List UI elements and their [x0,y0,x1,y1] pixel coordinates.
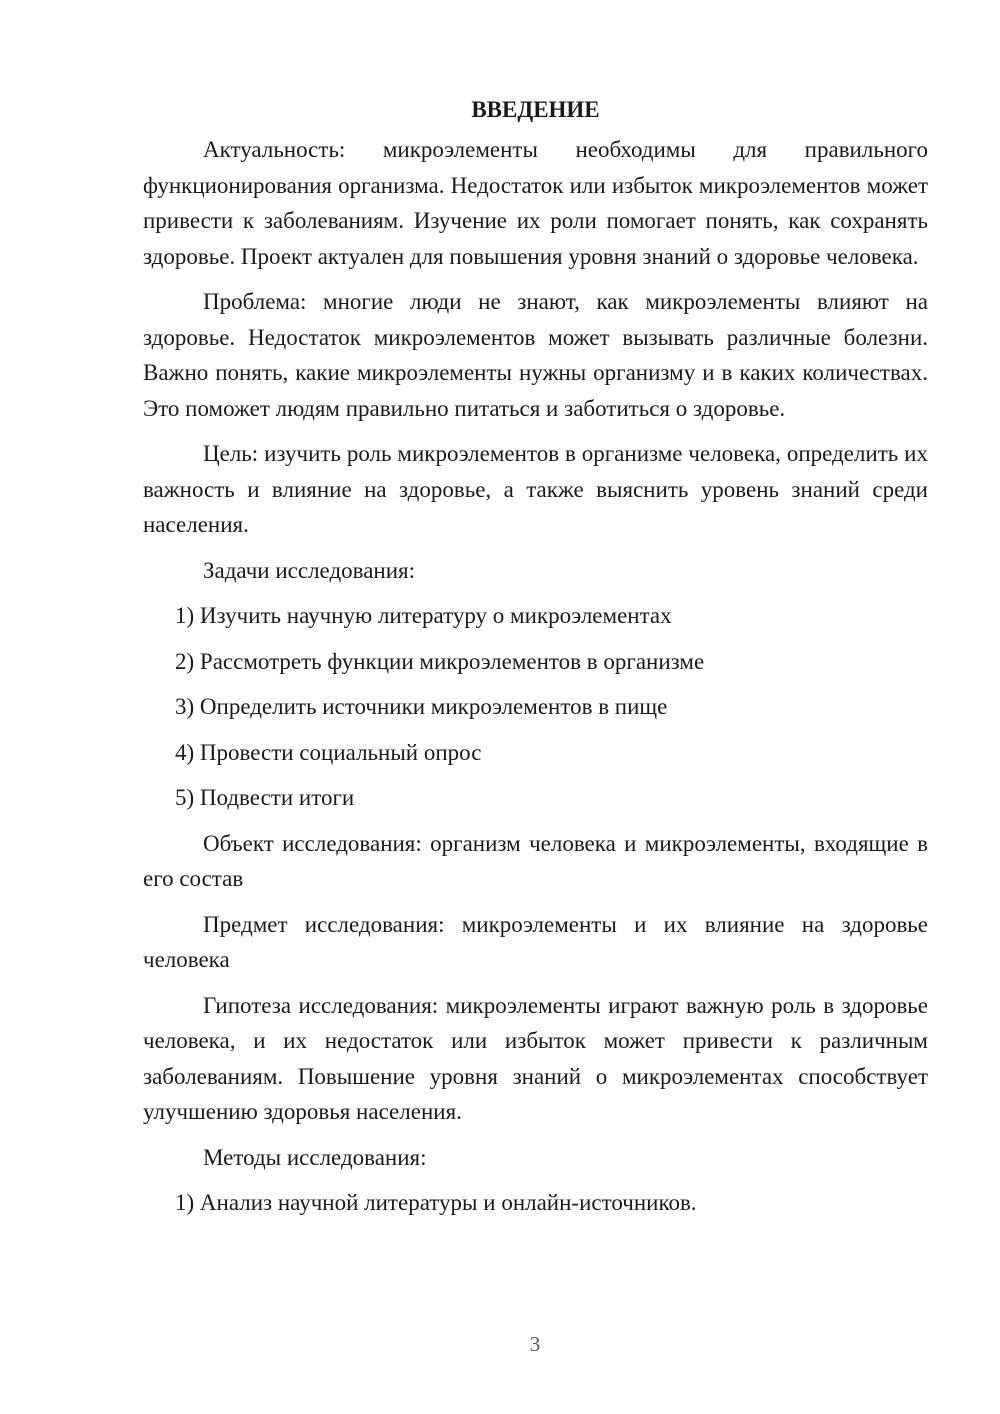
hypothesis-paragraph: Гипотеза исследования: микроэлементы играют важную роль в здоровье человека, и их недостаток или избыток может привести к различным заболеваниям. Повышение уровня знаний о микроэлементах способствует улучшению здоровья населения. [143,992,928,1124]
task-item: 3) Определить источники микроэлементов в пище [175,694,668,719]
object-paragraph: Объект исследования: организм человека и микроэлементы, входящие в его состав [143,830,928,891]
methods-list [143,1185,928,1221]
task-item: 5) Подвести итоги [175,785,355,810]
document-title: ВВЕДЕНИЕ [471,97,600,122]
methods-heading: Методы исследования: [203,1144,427,1170]
subject-paragraph: Предмет исследования: микроэлементы и их влияние на здоровье человека [143,911,928,972]
tasks-heading: Задачи исследования: [203,557,416,583]
task-item: 1) Изучить научную литературу о микроэлементах [175,603,672,628]
relevance-paragraph: Актуальность: микроэлементы необходимы для правильного функционирования организма. Недостаток или избыток микроэлементов может привести к заболеваниям. Изучение их роли помогает понять, как сохранять здоровье. Проект актуален для повышения уровня знаний о здоровье человека. [143,137,928,269]
task-item: 4) Провести социальный опрос [175,739,482,765]
page-number: 3 [529,1332,541,1356]
method-item: 1) Анализ научной литературы и онлайн-источников. [175,1190,697,1215]
goal-paragraph: Цель: изучить роль микроэлементов в организме человека, определить их важность и влияние на здоровье, а также выяснить уровень знаний среди населения. [143,441,928,537]
tasks-list [143,598,928,816]
task-item: 2) Рассмотреть функции микроэлементов в организме [175,648,705,674]
document-page [143,92,928,1231]
problem-paragraph: Проблема: многие люди не знают, как микроэлементы влияют на здоровье. Недостаток микроэлементов может вызывать различные болезни. Важно понять, какие микроэлементы нужны организму и в каких количествах. Это поможет людям правильно питаться и заботиться о здоровье. [143,289,928,421]
